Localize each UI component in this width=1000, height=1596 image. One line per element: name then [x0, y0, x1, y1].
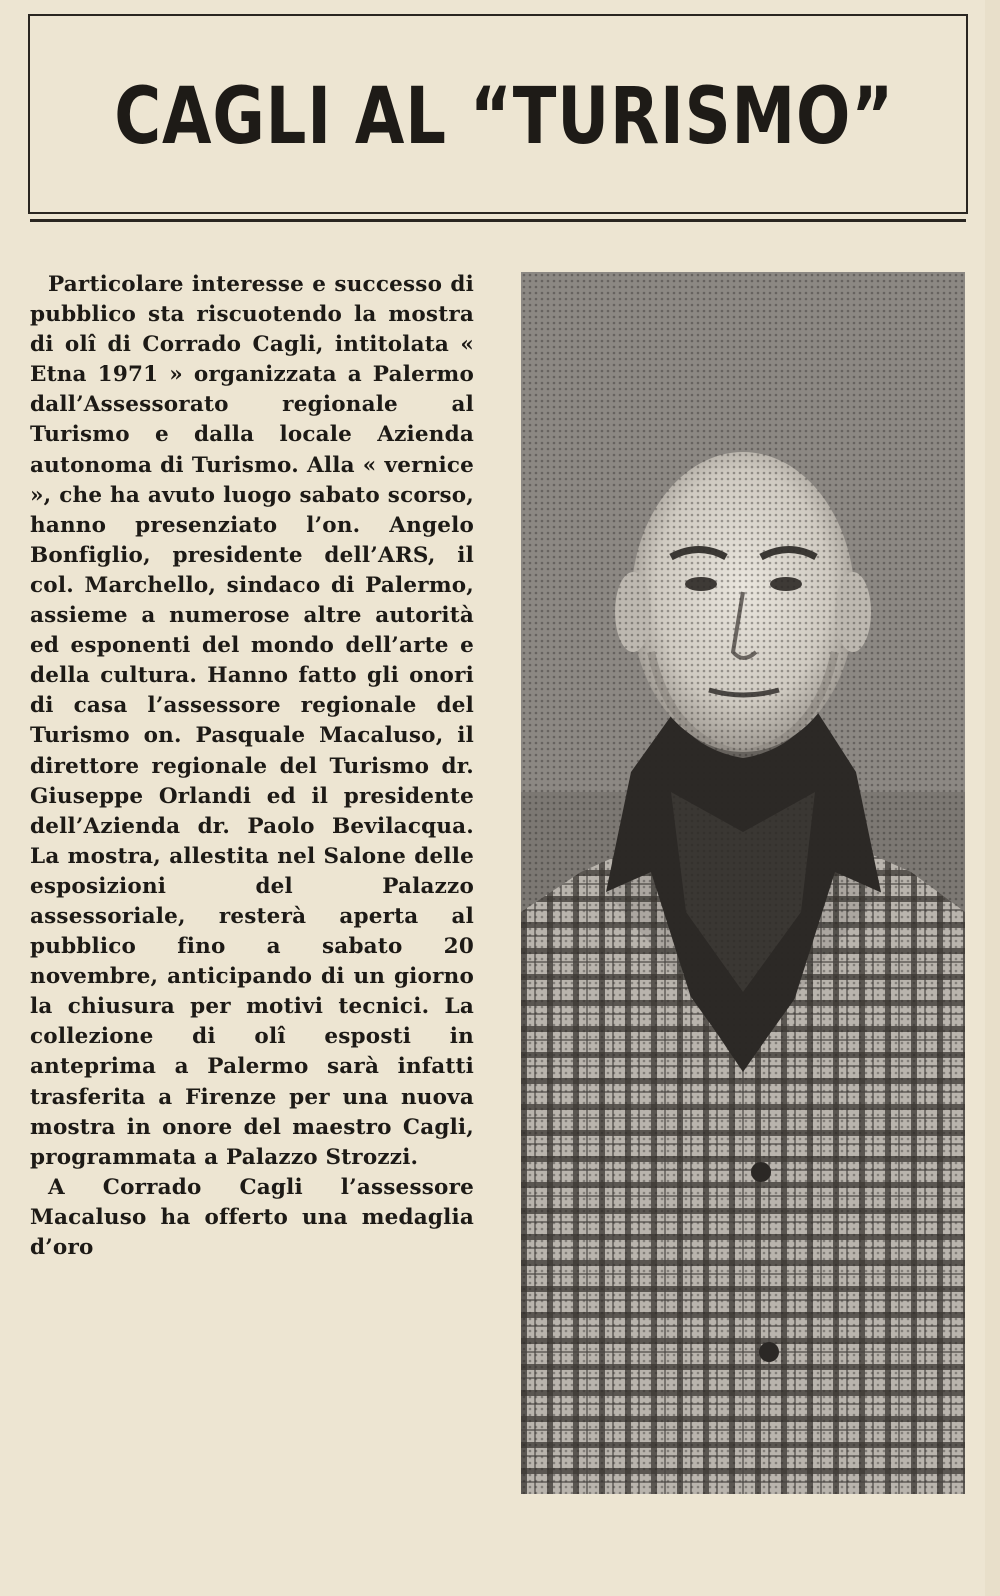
portrait-photo — [521, 272, 965, 1494]
headline-box — [28, 14, 968, 214]
article-body — [30, 270, 474, 1263]
article-paragraph-2: A Corrado Cagli l’assessore Macaluso ha offerto una medaglia d’oro — [30, 1174, 474, 1260]
article-paragraph-1: Particolare interesse e successo di pubblico sta riscuotendo la mostra di olî di Corrado Cagli, intitolata « Etna 1971 » organizzata a Palermo dall’Assessorato regionale al Turismo e dalla locale Azienda autonoma di Turismo. Alla « vernice », che ha avuto luogo sabato scorso, hanno presenziato l’on. Angelo Bonfiglio, presidente dell’ARS, il col. Marchello, sindaco di Palermo, assieme a numerose altre autorità ed esponenti del mondo dell’arte e della cultura. Hanno fatto gli onori di casa l’assessore regionale del Turismo on. Pasquale Macaluso, il direttore regionale del Turismo dr. Giuseppe Orlandi ed il presidente dell’Azienda dr. Paolo Bevilacqua. La mostra, allestita nel Salone delle esposizioni del Palazzo assessoriale, resterà aperta al pubblico fino a sabato 20 novembre, anticipando di un giorno la chiusura per motivi tecnici. La collezione di olî esposti in anteprima a Palermo sarà infatti trasferita a Firenze per una nuova mostra in onore del maestro Cagli, programmata a Palazzo Strozzi. — [30, 272, 474, 1170]
portrait-illustration — [521, 272, 965, 1494]
headline: CAGLI AL “TURISMO” — [114, 72, 895, 162]
adjacent-page-edge — [985, 0, 1000, 1596]
